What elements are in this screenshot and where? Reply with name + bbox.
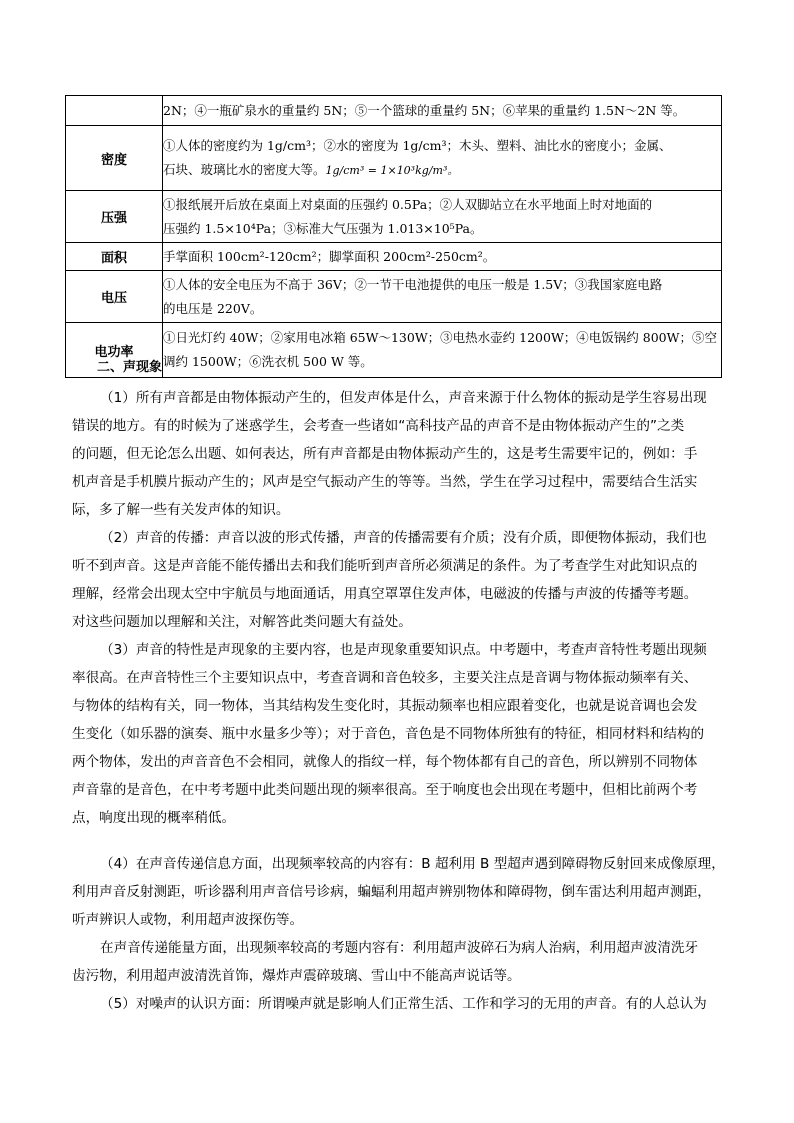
content-line: 调约 1500W；⑥洗衣机 500 W 等。 [163,354,373,369]
paragraph-line: 与物体的结构有关，同一物体，当其结构发生变化时，其振动频率也相应跟着变化，也就是说音调也会发 [72,698,698,714]
paragraph-line: （2）声音的传播：声音以波的形式传播，声音的传播需要有介质；没有介质，即便物体振动，我们也 [100,530,707,546]
paragraph-line: 利用声音反射测距，听诊器利用声音信号诊病，蝙蝠利用超声辨别物体和障碍物，倒车雷达利用超声测距， [72,884,711,900]
paragraph-line: 理解，经常会出现太空中宇航员与地面通话，用真空罩罩住发声体，电磁波的传播与声波的传播等考题。 [72,586,698,602]
row-content [163,323,722,378]
table-row [66,323,722,378]
table-row [66,191,722,243]
paragraph-line: 对这些问题加以理解和关注，对解答此类问题大有益处。 [72,614,412,630]
row-label: 密度 [66,126,163,191]
paragraph-line: 的问题，但无论怎么出题、如何表达，所有声音都是由物体振动产生的，这是考生需要牢记的，例如：手 [72,446,698,462]
row-content [163,126,722,191]
row-label: 面积 [66,243,163,271]
paragraph-line: 在声音传递能量方面，出现频率较高的考题内容有：利用超声波碎石为病人治病，利用超声波清洗牙 [100,940,699,956]
paragraph-line: 点，响度出现的概率稍低。 [72,810,236,826]
row-label [66,96,163,126]
content-line: 手掌面积 100cm²-120cm²；脚掌面积 200cm²-250cm²。 [163,248,496,264]
table-row [66,271,722,323]
row-label: 电压 [66,271,163,323]
content-line: ①人体的密度约为 1g/cm³；②水的密度为 1g/cm³；木头、塑料、油比水的密度小；金属、 [163,137,672,153]
paragraph-line: 率很高。在声音特性三个主要知识点中，考查音调和音色较多，主要关注点是音调与物体振动频率有关、 [72,670,698,686]
paragraph-line: （5）对噪声的认识方面：所谓噪声就是影响人们正常生活、工作和学习的无用的声音。有的人总认为 [100,996,707,1012]
paragraph-line: 两个物体，发出的声音音色不会相同，就像人的指纹一样，每个物体都有自己的音色，所以辨别不同物体 [72,754,698,770]
row-content [163,191,722,243]
paragraph-line: 际，多了解一些有关发声体的知识。 [72,502,290,518]
table-row [66,126,722,191]
paragraph-line: （1）所有声音都是由物体振动产生的，但发声体是什么，声音来源于什么物体的振动是学生容易出现 [100,390,707,406]
row-label: 电功率 [66,323,163,378]
content-line: ①人体的安全电压为不高于 36V；②一节干电池提供的电压一般是 1.5V；③我国家庭电路 [163,276,663,292]
paragraph-line: 声音靠的是音色，在中考考题中此类问题出现的频率很高。至于响度也会出现在考题中，但相比前两个考 [72,782,698,798]
table-row [66,96,722,126]
content-text: 石块、玻璃比水的密度大等。 [163,161,326,177]
paragraph-line: 错误的地方。有的时候为了迷惑学生，会考查一些诸如“高科技产品的声音不是由物体振动产生的”之类 [72,418,685,434]
paragraph-line: 听不到声音。这是声音能不能传播出去和我们能听到声音所必须满足的条件。为了考查学生对此知识点的 [72,558,698,574]
content-line: 2N；④一瓶矿泉水的重量约 5N；⑤一个篮球的重量约 5N；⑥苹果的重量约 1.5N～2N 等。 [163,102,686,118]
content-line: ①报纸展开后放在桌面上对桌面的压强约 0.5Pa；②人双脚站立在水平地面上时对地面的 [163,196,653,212]
paragraph-line: 机声音是手机膜片振动产生的；风声是空气振动产生的等等。当然，学生在学习过程中，需要结合生活实 [72,474,698,490]
paragraph-line: （4）在声音传递信息方面，出现频率较高的内容有：B 超利用 B 型超声遇到障碍物反射回来成像原理， [100,856,725,872]
paragraph-line: 生变化（如乐器的演奏、瓶中水量多少等）；对于音色，音色是不同物体所独有的特征，相同材料和结构的 [72,726,705,742]
paragraph-line: 听声辨识人或物，利用超声波探伤等。 [72,912,304,928]
content-line [163,158,721,183]
content-line: 压强约 1.5×10⁴Pa；③标准大气压强为 1.013×10⁵Pa。 [163,220,483,236]
content-line: 的电压是 220V。 [163,300,263,316]
row-content [163,243,722,271]
table-row [66,243,722,271]
section-title: 二、声现象 [97,360,163,375]
paragraph-line: 齿污物，利用超声波清洗首饰，爆炸声震碎玻璃、雪山中不能高声说话等。 [72,968,521,984]
row-content [163,96,722,126]
row-label: 压强 [66,191,163,243]
data-table [65,95,722,378]
density-formula: 1g/cm³ = 1×10³kg/m³。 [325,163,459,177]
row-content [163,271,722,323]
paragraph-line: （3）声音的特性是声现象的主要内容，也是声现象重要知识点。中考题中，考查声音特性考题出现频 [100,642,707,658]
content-line: ①日光灯约 40W；②家用电冰箱 65W～130W；③电热水壶约 1200W；④电饭锅约 800W；⑤空 [163,330,717,345]
